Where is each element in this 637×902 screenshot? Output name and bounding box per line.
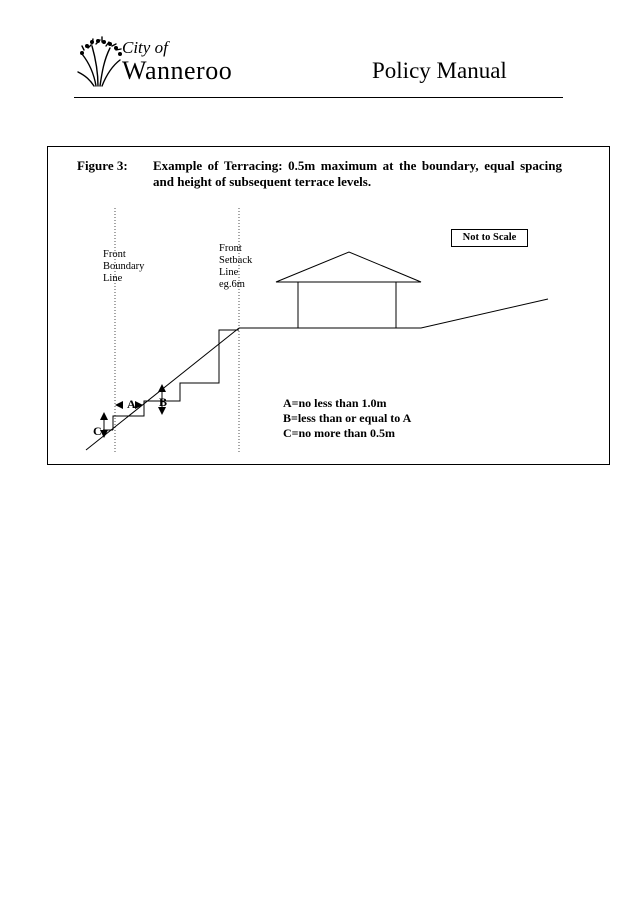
house-icon: [276, 252, 421, 328]
not-to-scale-note: Not to Scale: [451, 229, 528, 247]
wanneroo-flower-icon: [76, 36, 126, 90]
marker-b: B: [159, 395, 168, 409]
legend-c: C=no more than 0.5m: [283, 426, 395, 440]
header-divider: [74, 97, 563, 98]
figure-caption: Example of Terracing: 0.5m maximum at the boundary, equal spacing and height of subsequent terrace levels.: [153, 158, 562, 189]
logo-name-text: Wanneroo: [122, 56, 233, 85]
city-logo: [76, 36, 251, 90]
logo-city-text: City of: [122, 38, 168, 57]
front-setback-label: Front Setback Line eg.6m: [219, 243, 253, 290]
page-title: Policy Manual: [372, 58, 507, 83]
terrace-steps: [113, 330, 239, 430]
front-boundary-label: Front Boundary Line: [103, 249, 145, 284]
legend-b: B=less than or equal to A: [283, 411, 412, 425]
legend-a: A=no less than 1.0m: [283, 396, 387, 410]
marker-a: A: [127, 397, 136, 411]
dimension-legend: [283, 396, 411, 441]
figure-label: Figure 3:: [77, 158, 128, 173]
marker-c: C: [93, 424, 102, 438]
ground-line: [239, 299, 548, 328]
